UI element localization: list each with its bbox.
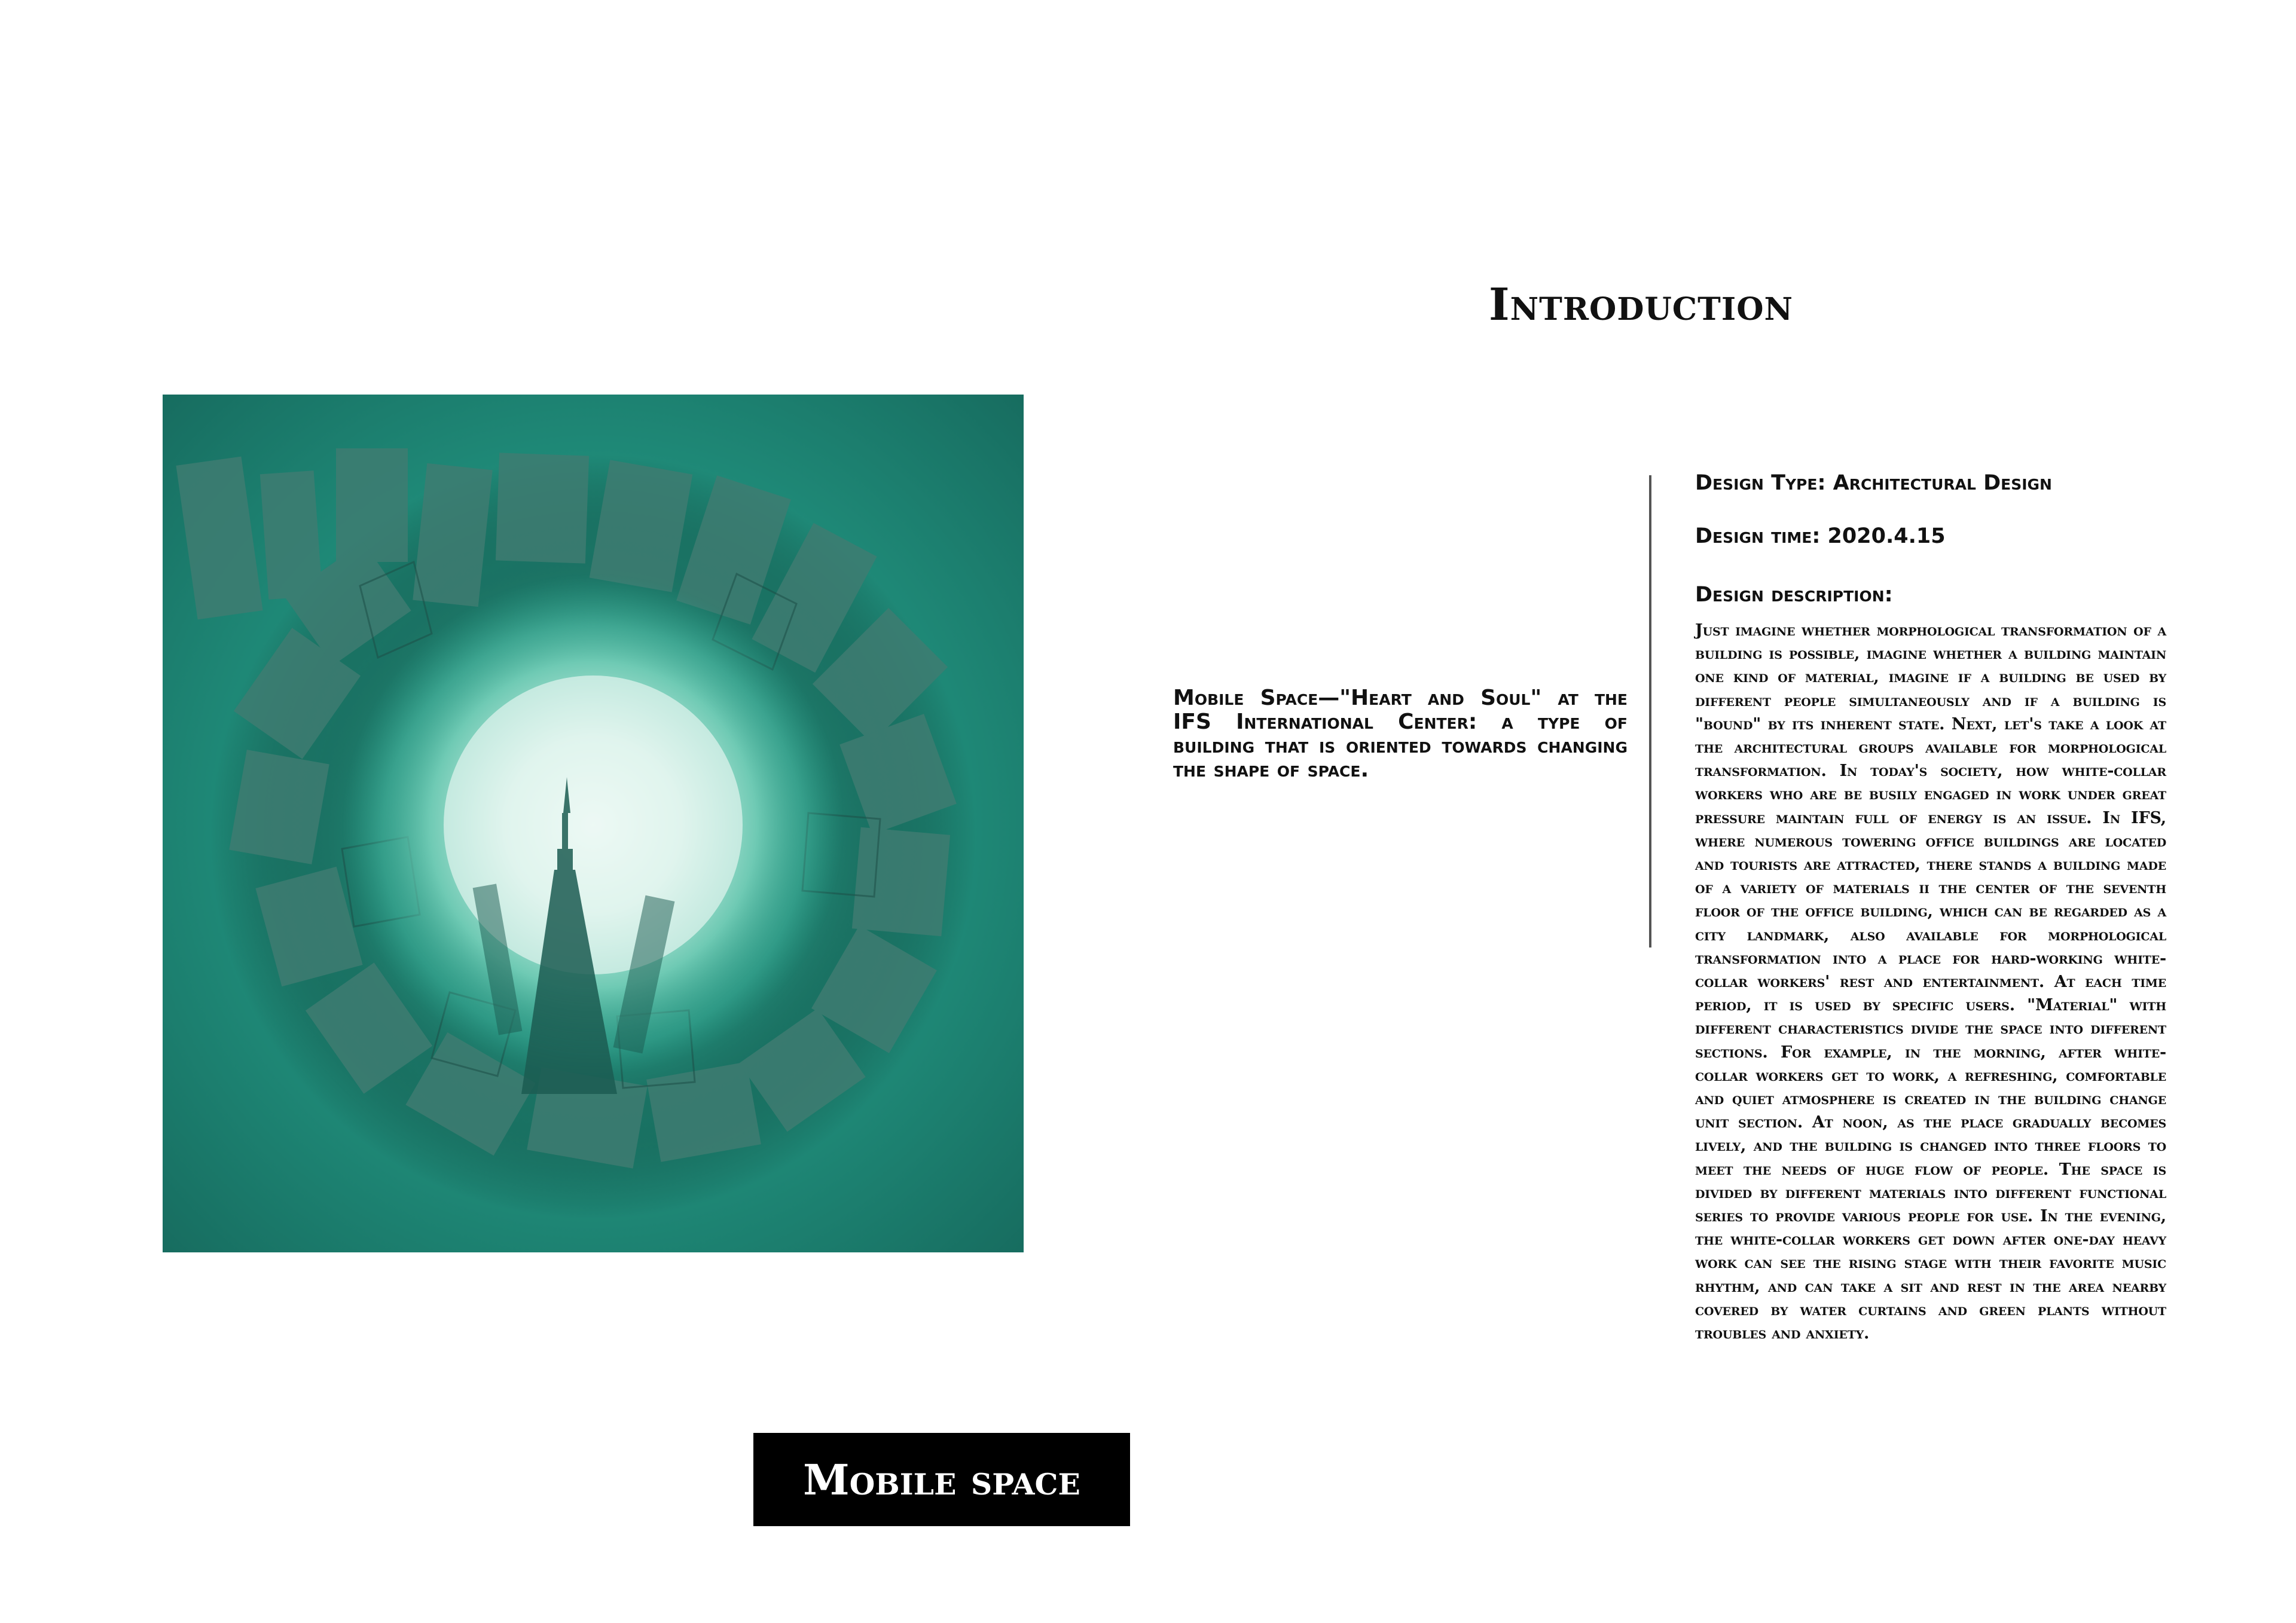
design-time: Design time: 2020.4.15 [1695, 524, 1946, 548]
design-description-label: Design description: [1695, 583, 1893, 607]
project-subtitle: Mobile Space—"Heart and Soul" at the IFS International Center: a type of building that is oriented towards changing the shape of space. [1173, 686, 1628, 782]
design-description-body: Just imagine whether morphological transformation of a building is possible, imagine whether a building maintain one kind of material, imagine if a building be used by different people simultaneously and if a building is "bound" by its inherent state. Next, let's take a look at the architectural groups available for morphological transformation. In today's society, how white-collar workers who are be busily engaged in work under great pressure maintain full of energy is an issue. In IFS, where numerous towering office buildings are located and tourists are attracted, there stands a building made of a variety of materials ii the center of the seventh floor of the office building, which can be regarded as a city landmark, also available for morphological transformation into a place for hard-working white-collar workers' rest and entertainment. At each time period, it is used by specific users. "Material" with different characteristics divide the space into different sections. For example, in the morning, after white-collar workers get to work, a refreshing, comfortable and quiet atmosphere is created in the building change unit section. At noon, as the place gradually becomes lively, and the building is changed into three floors to meet the needs of huge flow of people. The space is divided by different materials into different functional series to provide various people for use. In the evening, the white-collar workers get down after one-day heavy work can see the rising stage with their favorite music rhythm, and can take a sit and rest in the area nearby covered by water curtains and green plants without troubles and anxiety. [1695, 621, 2166, 1343]
tower-vortex-illustration [163, 395, 1024, 1252]
design-type: Design Type: Architectural Design [1695, 471, 2052, 495]
hero-image [163, 395, 1024, 1252]
page-title: Introduction [1489, 279, 1794, 331]
vertical-divider [1649, 475, 1651, 947]
project-name-tag: Mobile space [753, 1433, 1130, 1526]
